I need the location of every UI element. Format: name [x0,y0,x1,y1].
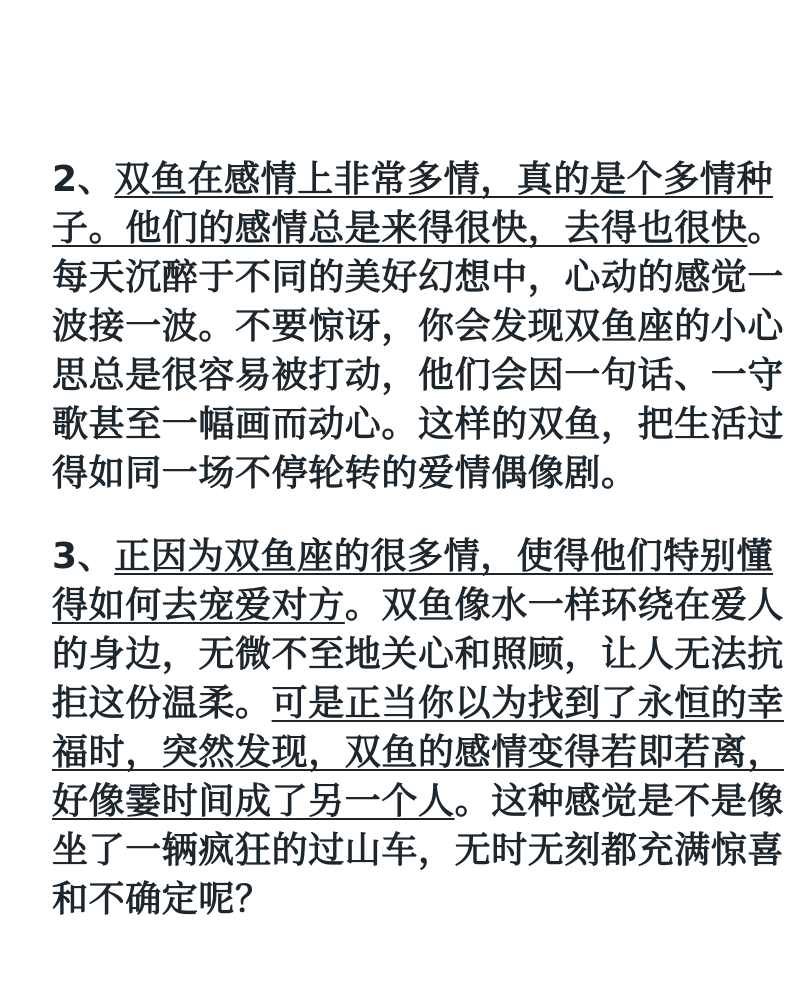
text-segment: 和不确定呢？ [52,879,272,920]
text-segment: 每天沉醉于不同的美好幻想中，心动的感觉一 [52,257,785,298]
text-segment: 2、 [52,159,115,200]
text-line [52,400,785,449]
text-line [52,630,785,679]
paragraph-3 [52,532,785,924]
text-segment: 。 [747,208,785,249]
text-line [52,777,785,826]
text-segment: 拒这份温柔。 [52,683,272,724]
text-line [52,155,774,204]
underlined-text: 双鱼在感情上非常多情，真的是个多情种 [114,159,774,200]
text-segment: 波接一波。不要惊讶，你会发现双鱼座的小心 [52,306,785,347]
text-segment: 。双鱼像水一样环绕在爱人 [344,585,785,626]
paragraph-2 [52,155,785,498]
underlined-text: 得如何去宠爱对方 [52,585,345,626]
text-line [52,875,762,924]
underlined-text: 好像霎时间成了另一个人 [52,781,455,822]
text-line [52,826,785,875]
text-line [52,351,785,400]
underlined-text: 福时，突然发现，双鱼的感情变得若即若离， [52,732,785,773]
text-line [52,302,785,351]
text-line [52,581,785,630]
text-line [52,728,785,777]
underlined-text: 可是正当你以为找到了永恒的幸 [271,683,785,724]
text-segment: 坐了一辆疯狂的过山车，无时无刻都充满惊喜 [52,830,785,871]
underlined-text: 子。他们的感情总是来得很快，去得也很快 [52,208,748,249]
text-segment: 。这种感觉是不是像 [454,781,785,822]
text-segment: 思总是很容易被打动，他们会因一句话、一守 [52,355,785,396]
text-segment: 歌甚至一幅画而动心。这样的双鱼，把生活过 [52,404,785,445]
text-segment: 得如同一场不停轮转的爱情偶像剧。 [52,453,638,494]
text-line [52,449,762,498]
text-line [52,204,785,253]
text-segment: 的身边，无微不至地关心和照顾，让人无法抗 [52,634,785,675]
underlined-text: 正因为双鱼座的很多情，使得他们特别懂 [114,536,774,577]
text-line [52,532,774,581]
text-line [52,679,785,728]
text-segment: 3、 [52,536,115,577]
text-line [52,253,785,302]
